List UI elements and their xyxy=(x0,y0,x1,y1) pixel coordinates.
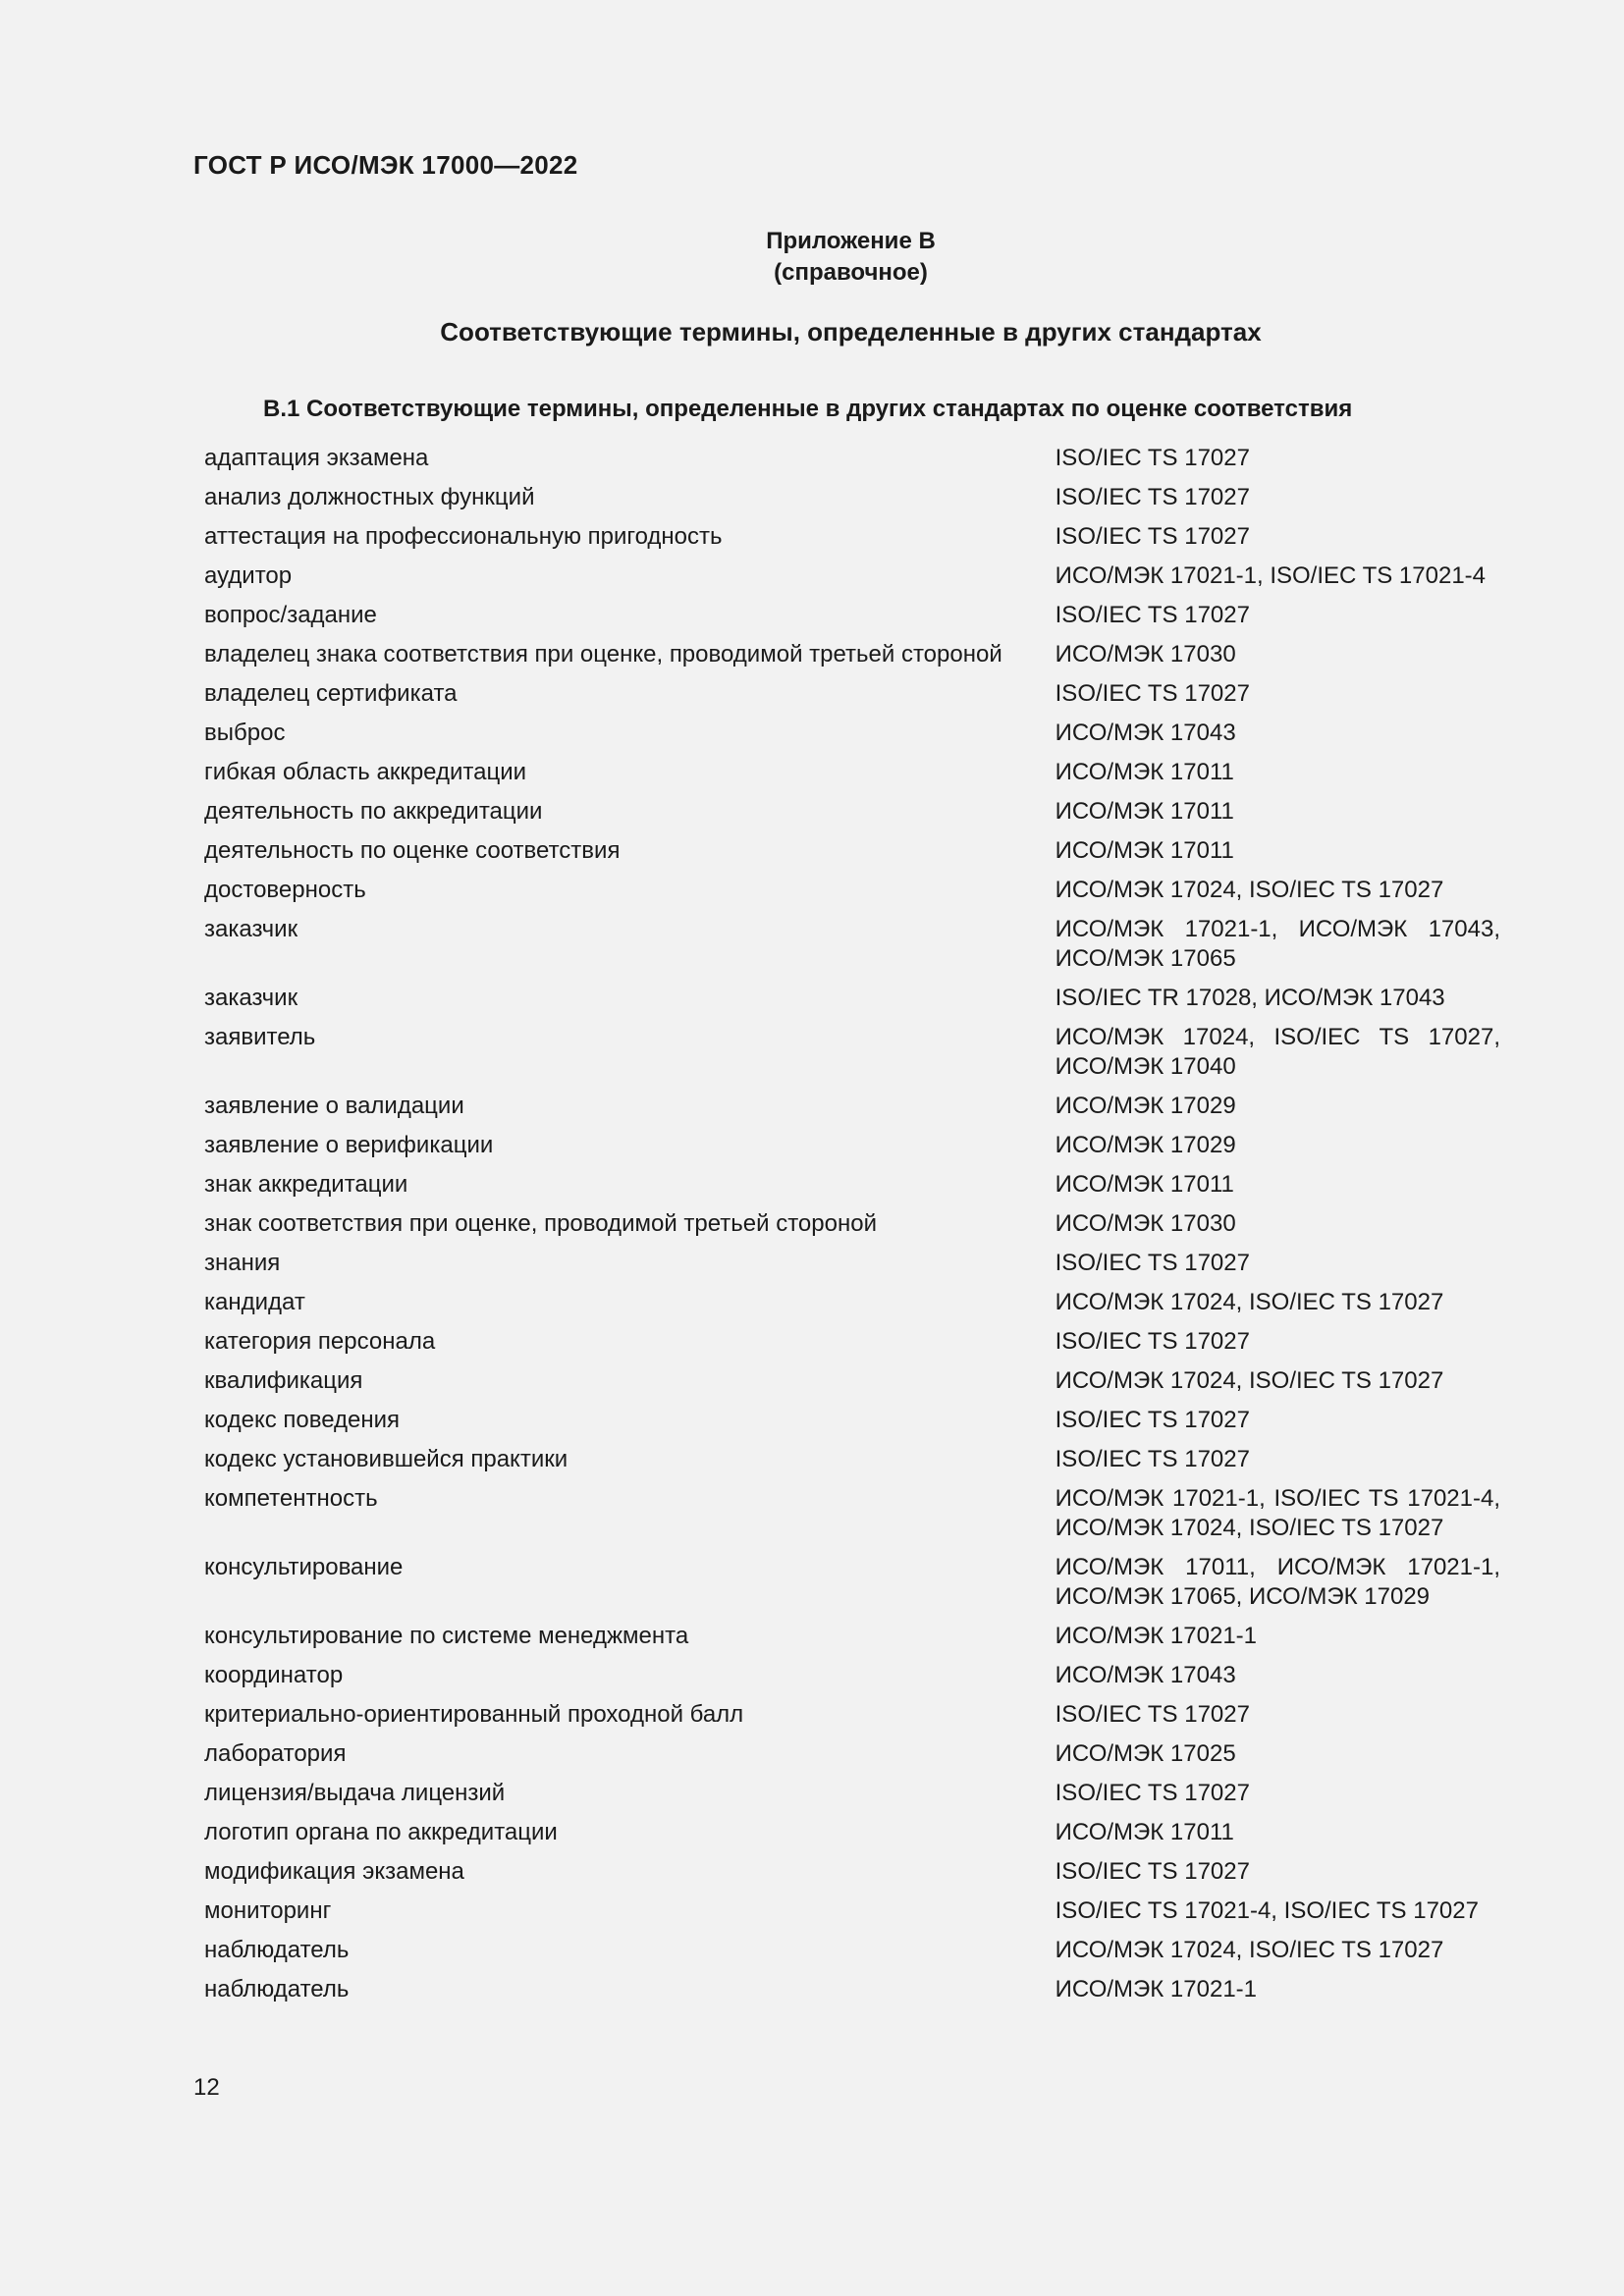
term-cell: критериально-ориентированный проходной балл xyxy=(204,1701,744,1728)
term-cell: заказчик xyxy=(204,916,298,942)
reference-cell: ИСО/МЭК 17024, ISO/IEC TS 17027, ИСО/МЭК 17040 xyxy=(1055,1024,1500,1080)
main-title: Соответствующие термины, определенные в других стандартах xyxy=(440,317,1262,347)
term-cell: знания xyxy=(204,1250,281,1276)
reference-cell: ИСО/МЭК 17029 xyxy=(1055,1093,1236,1119)
table-row xyxy=(204,719,1500,758)
table-row xyxy=(204,601,1500,640)
term-cell: модификация экзамена xyxy=(204,1858,464,1885)
reference-cell: ИСО/МЭК 17021-1 xyxy=(1055,1976,1257,2002)
reference-cell: ИСО/МЭК 17043 xyxy=(1055,1662,1236,1688)
reference-cell: ИСО/МЭК 17024, ISO/IEC TS 17027 xyxy=(1055,1289,1444,1315)
table-row xyxy=(204,1661,1500,1700)
term-cell: заявление о верификации xyxy=(204,1132,494,1158)
table-row xyxy=(204,483,1500,522)
reference-cell: ISO/IEC TS 17027 xyxy=(1055,1250,1250,1276)
reference-cell: ISO/IEC TS 17027 xyxy=(1055,1858,1250,1885)
term-cell: аттестация на профессиональную пригодность xyxy=(204,523,723,550)
table-row xyxy=(204,640,1500,679)
reference-cell: ISO/IEC TS 17027 xyxy=(1055,484,1250,510)
table-row xyxy=(204,444,1500,483)
reference-cell: ISO/IEC TS 17021-4, ISO/IEC TS 17027 xyxy=(1055,1897,1479,1924)
term-cell: кандидат xyxy=(204,1289,305,1315)
table-row xyxy=(204,1936,1500,1975)
document-header: ГОСТ Р ИСО/МЭК 17000—2022 xyxy=(193,150,578,180)
reference-cell: ИСО/МЭК 17029 xyxy=(1055,1132,1236,1158)
terms-table-body xyxy=(204,444,1500,2014)
terms-table xyxy=(204,444,1500,2014)
term-cell: координатор xyxy=(204,1662,344,1688)
reference-cell: ISO/IEC TS 17027 xyxy=(1055,1407,1250,1433)
reference-cell: ИСО/МЭК 17024, ISO/IEC TS 17027 xyxy=(1055,1367,1444,1394)
table-row xyxy=(204,1896,1500,1936)
table-row xyxy=(204,1700,1500,1739)
term-cell: кодекс установившейся практики xyxy=(204,1446,568,1472)
table-row xyxy=(204,1975,1500,2014)
table-row xyxy=(204,1622,1500,1661)
table-row xyxy=(204,1209,1500,1249)
reference-cell: ISO/IEC TS 17027 xyxy=(1055,445,1250,471)
term-cell: адаптация экзамена xyxy=(204,445,429,471)
term-cell: заказчик xyxy=(204,985,298,1011)
term-cell: достоверность xyxy=(204,877,366,903)
table-row xyxy=(204,1406,1500,1445)
term-cell: компетентность xyxy=(204,1485,378,1512)
term-cell: деятельность по аккредитации xyxy=(204,798,543,825)
term-cell: консультирование xyxy=(204,1554,404,1580)
table-row xyxy=(204,1553,1500,1622)
annex-title: Приложение В xyxy=(766,228,936,254)
reference-cell: ИСО/МЭК 17030 xyxy=(1055,641,1236,667)
annex-subtitle: (справочное) xyxy=(774,259,928,286)
reference-cell: ИСО/МЭК 17024, ISO/IEC TS 17027 xyxy=(1055,877,1444,903)
reference-cell: ИСО/МЭК 17025 xyxy=(1055,1740,1236,1767)
table-row xyxy=(204,1249,1500,1288)
term-cell: консультирование по системе менеджмента xyxy=(204,1623,689,1649)
term-cell: категория персонала xyxy=(204,1328,436,1355)
term-cell: заявление о валидации xyxy=(204,1093,464,1119)
reference-cell: ИСО/МЭК 17011 xyxy=(1055,798,1234,825)
table-row xyxy=(204,1327,1500,1366)
table-row xyxy=(204,679,1500,719)
term-cell: лаборатория xyxy=(204,1740,347,1767)
reference-cell: ISO/IEC TS 17027 xyxy=(1055,1701,1250,1728)
term-cell: логотип органа по аккредитации xyxy=(204,1819,558,1845)
page-number: 12 xyxy=(193,2074,220,2101)
table-row xyxy=(204,561,1500,601)
reference-cell: ISO/IEC TS 17027 xyxy=(1055,1780,1250,1806)
reference-cell: ИСО/МЭК 17021-1 xyxy=(1055,1623,1257,1649)
table-row xyxy=(204,1288,1500,1327)
reference-cell: ISO/IEC TS 17027 xyxy=(1055,602,1250,628)
term-cell: владелец сертификата xyxy=(204,680,458,707)
section-title: В.1 Соответствующие термины, определенные в других стандартах по оценке соответствия xyxy=(263,396,1353,422)
reference-cell: ИСО/МЭК 17011 xyxy=(1055,1819,1234,1845)
table-row xyxy=(204,797,1500,836)
table-row xyxy=(204,1092,1500,1131)
term-cell: гибкая область аккредитации xyxy=(204,759,527,785)
table-row xyxy=(204,1170,1500,1209)
term-cell: аудитор xyxy=(204,562,293,589)
term-cell: выброс xyxy=(204,720,286,746)
table-row xyxy=(204,915,1500,984)
term-cell: знак соответствия при оценке, проводимой третьей стороной xyxy=(204,1210,877,1237)
reference-cell: ИСО/МЭК 17011 xyxy=(1055,759,1234,785)
annex-heading xyxy=(0,226,1624,289)
table-row xyxy=(204,522,1500,561)
reference-cell: ИСО/МЭК 17011 xyxy=(1055,1171,1234,1198)
table-row xyxy=(204,836,1500,876)
term-cell: кодекс поведения xyxy=(204,1407,401,1433)
term-cell: мониторинг xyxy=(204,1897,332,1924)
term-cell: вопрос/задание xyxy=(204,602,377,628)
table-row xyxy=(204,1739,1500,1779)
table-row xyxy=(204,1366,1500,1406)
reference-cell: ISO/IEC TS 17027 xyxy=(1055,1328,1250,1355)
reference-cell: ИСО/МЭК 17024, ISO/IEC TS 17027 xyxy=(1055,1937,1444,1963)
term-cell: владелец знака соответствия при оценке, проводимой третьей стороной xyxy=(204,641,1002,667)
table-row xyxy=(204,1131,1500,1170)
reference-cell: ИСО/МЭК 17021-1, ISO/IEC TS 17021-4, ИСО/МЭК 17024, ISO/IEC TS 17027 xyxy=(1055,1485,1500,1541)
table-row xyxy=(204,758,1500,797)
term-cell: заявитель xyxy=(204,1024,316,1050)
reference-cell: ИСО/МЭК 17011, ИСО/МЭК 17021-1, ИСО/МЭК 17065, ИСО/МЭК 17029 xyxy=(1055,1554,1500,1610)
table-row xyxy=(204,1445,1500,1484)
table-row xyxy=(204,1023,1500,1092)
reference-cell: ИСО/МЭК 17021-1, ISO/IEC TS 17021-4 xyxy=(1055,562,1487,589)
table-row xyxy=(204,1857,1500,1896)
table-row xyxy=(204,984,1500,1023)
reference-cell: ISO/IEC TS 17027 xyxy=(1055,680,1250,707)
table-row xyxy=(204,1779,1500,1818)
term-cell: знак аккредитации xyxy=(204,1171,408,1198)
reference-cell: ISO/IEC TS 17027 xyxy=(1055,523,1250,550)
table-row xyxy=(204,1818,1500,1857)
term-cell: деятельность по оценке соответствия xyxy=(204,837,621,864)
reference-cell: ISO/IEC TR 17028, ИСО/МЭК 17043 xyxy=(1055,985,1445,1011)
reference-cell: ИСО/МЭК 17011 xyxy=(1055,837,1234,864)
reference-cell: ИСО/МЭК 17030 xyxy=(1055,1210,1236,1237)
reference-cell: ИСО/МЭК 17021-1, ИСО/МЭК 17043, ИСО/МЭК 17065 xyxy=(1055,916,1500,972)
term-cell: анализ должностных функций xyxy=(204,484,535,510)
term-cell: лицензия/выдача лицензий xyxy=(204,1780,506,1806)
term-cell: наблюдатель xyxy=(204,1937,350,1963)
term-cell: наблюдатель xyxy=(204,1976,350,2002)
reference-cell: ИСО/МЭК 17043 xyxy=(1055,720,1236,746)
term-cell: квалификация xyxy=(204,1367,363,1394)
table-row xyxy=(204,876,1500,915)
reference-cell: ISO/IEC TS 17027 xyxy=(1055,1446,1250,1472)
table-row xyxy=(204,1484,1500,1553)
